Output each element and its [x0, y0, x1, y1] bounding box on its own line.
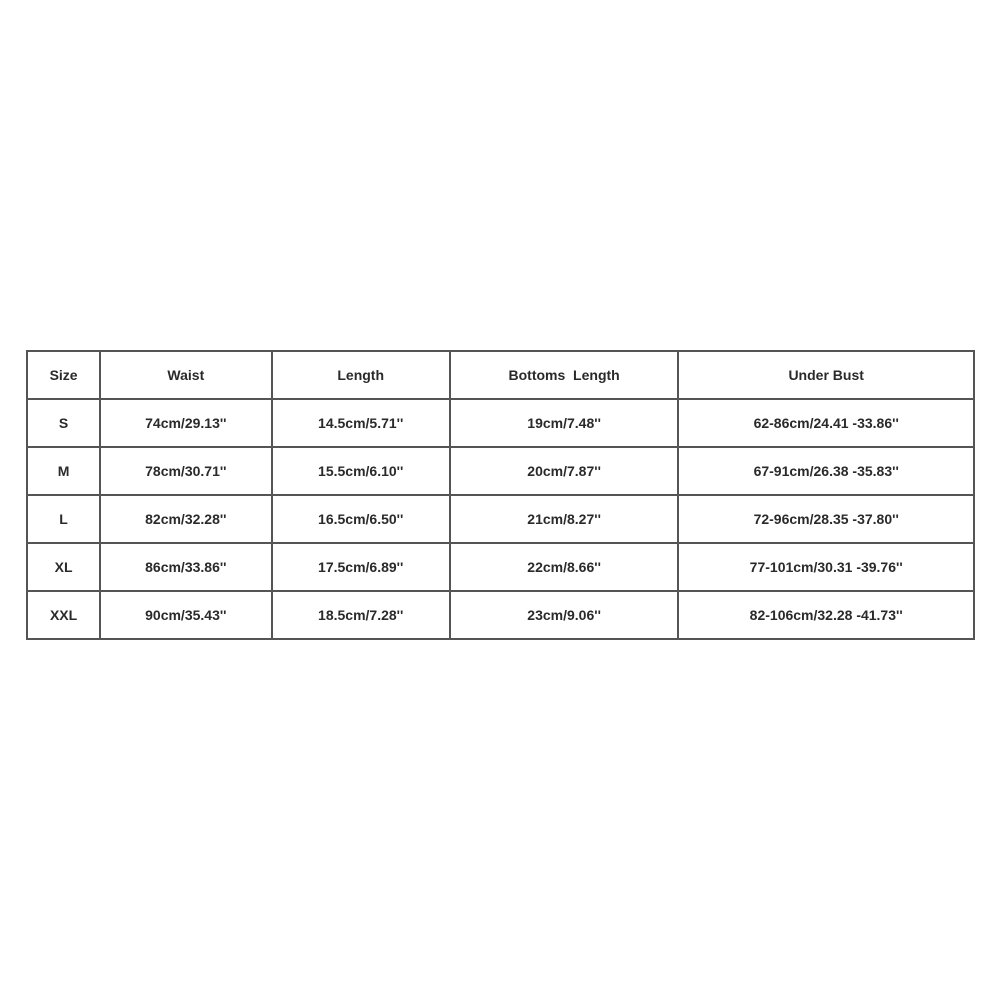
- cell-length: 15.5cm/6.10'': [272, 447, 450, 495]
- cell-length: 17.5cm/6.89'': [272, 543, 450, 591]
- cell-waist: 90cm/35.43'': [100, 591, 271, 639]
- cell-bottoms-length: 22cm/8.66'': [450, 543, 678, 591]
- table-row: [27, 447, 974, 495]
- table-row: [27, 399, 974, 447]
- cell-under-bust: 77-101cm/30.31 -39.76'': [678, 543, 974, 591]
- cell-under-bust: 62-86cm/24.41 -33.86'': [678, 399, 974, 447]
- cell-length: 16.5cm/6.50'': [272, 495, 450, 543]
- table-row: [27, 495, 974, 543]
- cell-size: XXL: [27, 591, 100, 639]
- cell-waist: 78cm/30.71'': [100, 447, 271, 495]
- cell-bottoms-length: 19cm/7.48'': [450, 399, 678, 447]
- cell-size: S: [27, 399, 100, 447]
- header-size: Size: [27, 351, 100, 399]
- header-bottoms-length: Bottoms Length: [450, 351, 678, 399]
- cell-waist: 74cm/29.13'': [100, 399, 271, 447]
- cell-bottoms-length: 21cm/8.27'': [450, 495, 678, 543]
- cell-under-bust: 72-96cm/28.35 -37.80'': [678, 495, 974, 543]
- cell-bottoms-length: 23cm/9.06'': [450, 591, 678, 639]
- header-length: Length: [272, 351, 450, 399]
- table-row: [27, 591, 974, 639]
- cell-under-bust: 82-106cm/32.28 -41.73'': [678, 591, 974, 639]
- table-row: [27, 543, 974, 591]
- cell-waist: 82cm/32.28'': [100, 495, 271, 543]
- cell-length: 18.5cm/7.28'': [272, 591, 450, 639]
- cell-length: 14.5cm/5.71'': [272, 399, 450, 447]
- size-chart-table: [26, 350, 975, 640]
- header-under-bust: Under Bust: [678, 351, 974, 399]
- cell-size: L: [27, 495, 100, 543]
- cell-under-bust: 67-91cm/26.38 -35.83'': [678, 447, 974, 495]
- cell-size: XL: [27, 543, 100, 591]
- cell-bottoms-length: 20cm/7.87'': [450, 447, 678, 495]
- header-waist: Waist: [100, 351, 271, 399]
- table-header-row: [27, 351, 974, 399]
- cell-waist: 86cm/33.86'': [100, 543, 271, 591]
- cell-size: M: [27, 447, 100, 495]
